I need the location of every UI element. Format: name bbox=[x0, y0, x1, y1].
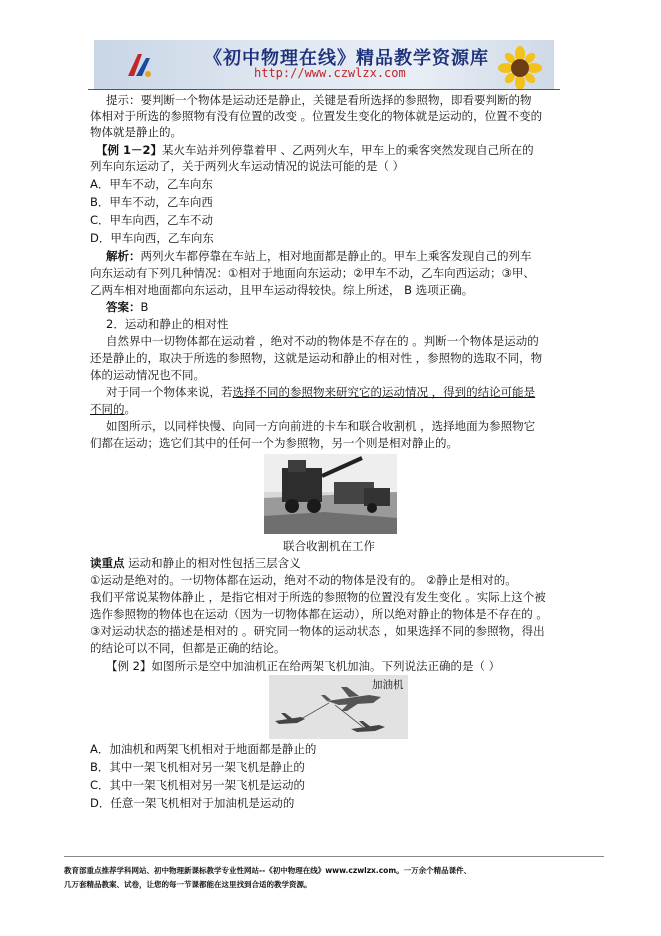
answer-line bbox=[106, 299, 148, 315]
analysis-label: 解析： bbox=[106, 249, 141, 263]
section-2-p2-underlined-end: 不同的 bbox=[90, 402, 125, 416]
example-2-option-d: D．任意一架飞机相对于加油机是运动的 bbox=[90, 796, 295, 810]
section-2-title: 2．运动和静止的相对性 bbox=[106, 317, 229, 331]
section-2-p2-underlined: 选择不同的参照物来研究它的运动情况 ，得到的结论可能是 bbox=[232, 385, 536, 399]
key-point-line-1: ①运动是绝对的。一切物体都在运动，绝对不动的物体是没有的。 ②静止是相对的。 bbox=[90, 573, 517, 587]
figure-1-caption: 联合收割机在工作 bbox=[283, 539, 375, 553]
combine-harvester-photo bbox=[264, 454, 397, 534]
section-2-p2-line-2 bbox=[90, 401, 136, 417]
footer-rule bbox=[64, 856, 604, 857]
analysis-line-1 bbox=[106, 248, 532, 264]
key-point-line-5: 的结论可以不同，但都是正确的结论。 bbox=[90, 641, 286, 655]
tip-line-1: 提示：要判断一个物体是运动还是静止，关键是看所选择的参照物，即看要判断的物 bbox=[106, 93, 532, 107]
sunflower-icon bbox=[498, 46, 542, 90]
section-2-p2-text-a: 对于同一个物体来说，若 bbox=[106, 385, 233, 399]
footer-line-2: 几万套精品教案、试卷，让您的每一节课都能在这里找到合适的教学资源。 bbox=[64, 880, 312, 889]
example-1-option-c: C．甲车向西，乙车不动 bbox=[90, 213, 214, 227]
section-2-p1-line-3: 体的运动情况也不同。 bbox=[90, 368, 205, 382]
analysis-text-1: 两列火车都停靠在车站上，相对地面都是静止的。甲车上乘客发现自己的列车 bbox=[140, 249, 532, 263]
example-1-option-b: B．甲车不动，乙车向西 bbox=[90, 195, 213, 209]
key-point-line-3: 选作参照物的物体也在运动（因为一切物体都在运动），所以绝对静止的物体是不存在的 。 bbox=[90, 607, 548, 621]
section-2-p2-line-1 bbox=[106, 384, 535, 400]
footer-line-1: 教育部重点推荐学科网站、初中物理新课标教学专业性网站--《初中物理在线》www.czwlzx.com。一万余个精品课件、 bbox=[64, 866, 472, 875]
example-1-label: 【例 1－2】 bbox=[96, 143, 163, 157]
section-2-p2-period: 。 bbox=[124, 402, 136, 416]
key-point-line-2: 我们平常说某物体静止 ，是指它相对于所选的参照物的位置没有发生变化 。实际上这个被 bbox=[90, 590, 546, 604]
key-point-text: 运动和静止的相对性包括三层含义 bbox=[124, 556, 301, 570]
example-1-text: 某火车站并列停靠着甲 、乙两列火车，甲车上的乘客突然发现自己所在的 bbox=[162, 143, 534, 157]
analysis-line-2: 向东运动有下列几种情况：①相对于地面向东运动；②甲车不动，乙车向西运动；③甲、 bbox=[90, 266, 535, 280]
example-1-option-a: A．甲车不动，乙车向东 bbox=[90, 177, 213, 191]
header-banner bbox=[94, 40, 554, 90]
section-2-p1-line-2: 还是静止的，取决于所选的参照物，这就是运动和静止的相对性 ，参照物的选取不同，物 bbox=[90, 351, 543, 365]
site-url[interactable]: http://www.czwlzx.com bbox=[254, 66, 406, 80]
example-1-option-d: D．甲车向西，乙车向东 bbox=[90, 231, 214, 245]
example-2-option-b: B．其中一架飞机相对另一架飞机是静止的 bbox=[90, 760, 305, 774]
answer-label: 答案： bbox=[106, 300, 141, 314]
example-1-line-1 bbox=[96, 142, 534, 158]
section-2-p3-line-1: 如图所示，以同样快慢、向同一方向前进的卡车和联合收割机 ，选择地面为参照物它 bbox=[106, 419, 536, 433]
key-point-label: 读重点 bbox=[90, 556, 125, 570]
site-title: 《初中物理在线》精品教学资源库 bbox=[204, 48, 489, 69]
example-2-text: 【例 2】如图所示是空中加油机正在给两架飞机加油。下列说法正确的是（ ） bbox=[106, 659, 501, 673]
key-point-heading bbox=[90, 555, 301, 571]
key-point-line-4: ③对运动状态的描述是相对的 。研究同一物体的运动状态 ，如果选择不同的参照物，得出 bbox=[90, 624, 545, 638]
site-logo-icon bbox=[124, 50, 154, 80]
answer-value: B bbox=[140, 300, 149, 314]
tip-line-2: 体相对于所选的参照物有没有位置的改变 。位置发生变化的物体就是运动的，位置不变的 bbox=[90, 109, 543, 123]
example-1-line-2: 列车向东运动了，关于两列火车运动情况的说法可能的是（ ） bbox=[90, 159, 405, 173]
header-rule bbox=[88, 89, 560, 90]
tanker-label: 加油机 bbox=[372, 679, 404, 691]
section-2-p1-line-1: 自然界中一切物体都在运动着 ，绝对不动的物体是不存在的 。判断一个物体是运动的 bbox=[106, 334, 539, 348]
example-2-option-c: C．其中一架飞机相对另一架飞机是运动的 bbox=[90, 778, 306, 792]
tip-line-3: 物体就是静止的。 bbox=[90, 125, 182, 139]
section-2-p3-line-2: 们都在运动；选它们其中的任何一个为参照物，另一个则是相对静止的。 bbox=[90, 436, 458, 450]
analysis-line-3: 乙两车相对地面都向东运动，且甲车运动得较快。综上所述， B 选项正确。 bbox=[90, 283, 474, 297]
example-2-option-a: A．加油机和两架飞机相对于地面都是静止的 bbox=[90, 742, 317, 756]
